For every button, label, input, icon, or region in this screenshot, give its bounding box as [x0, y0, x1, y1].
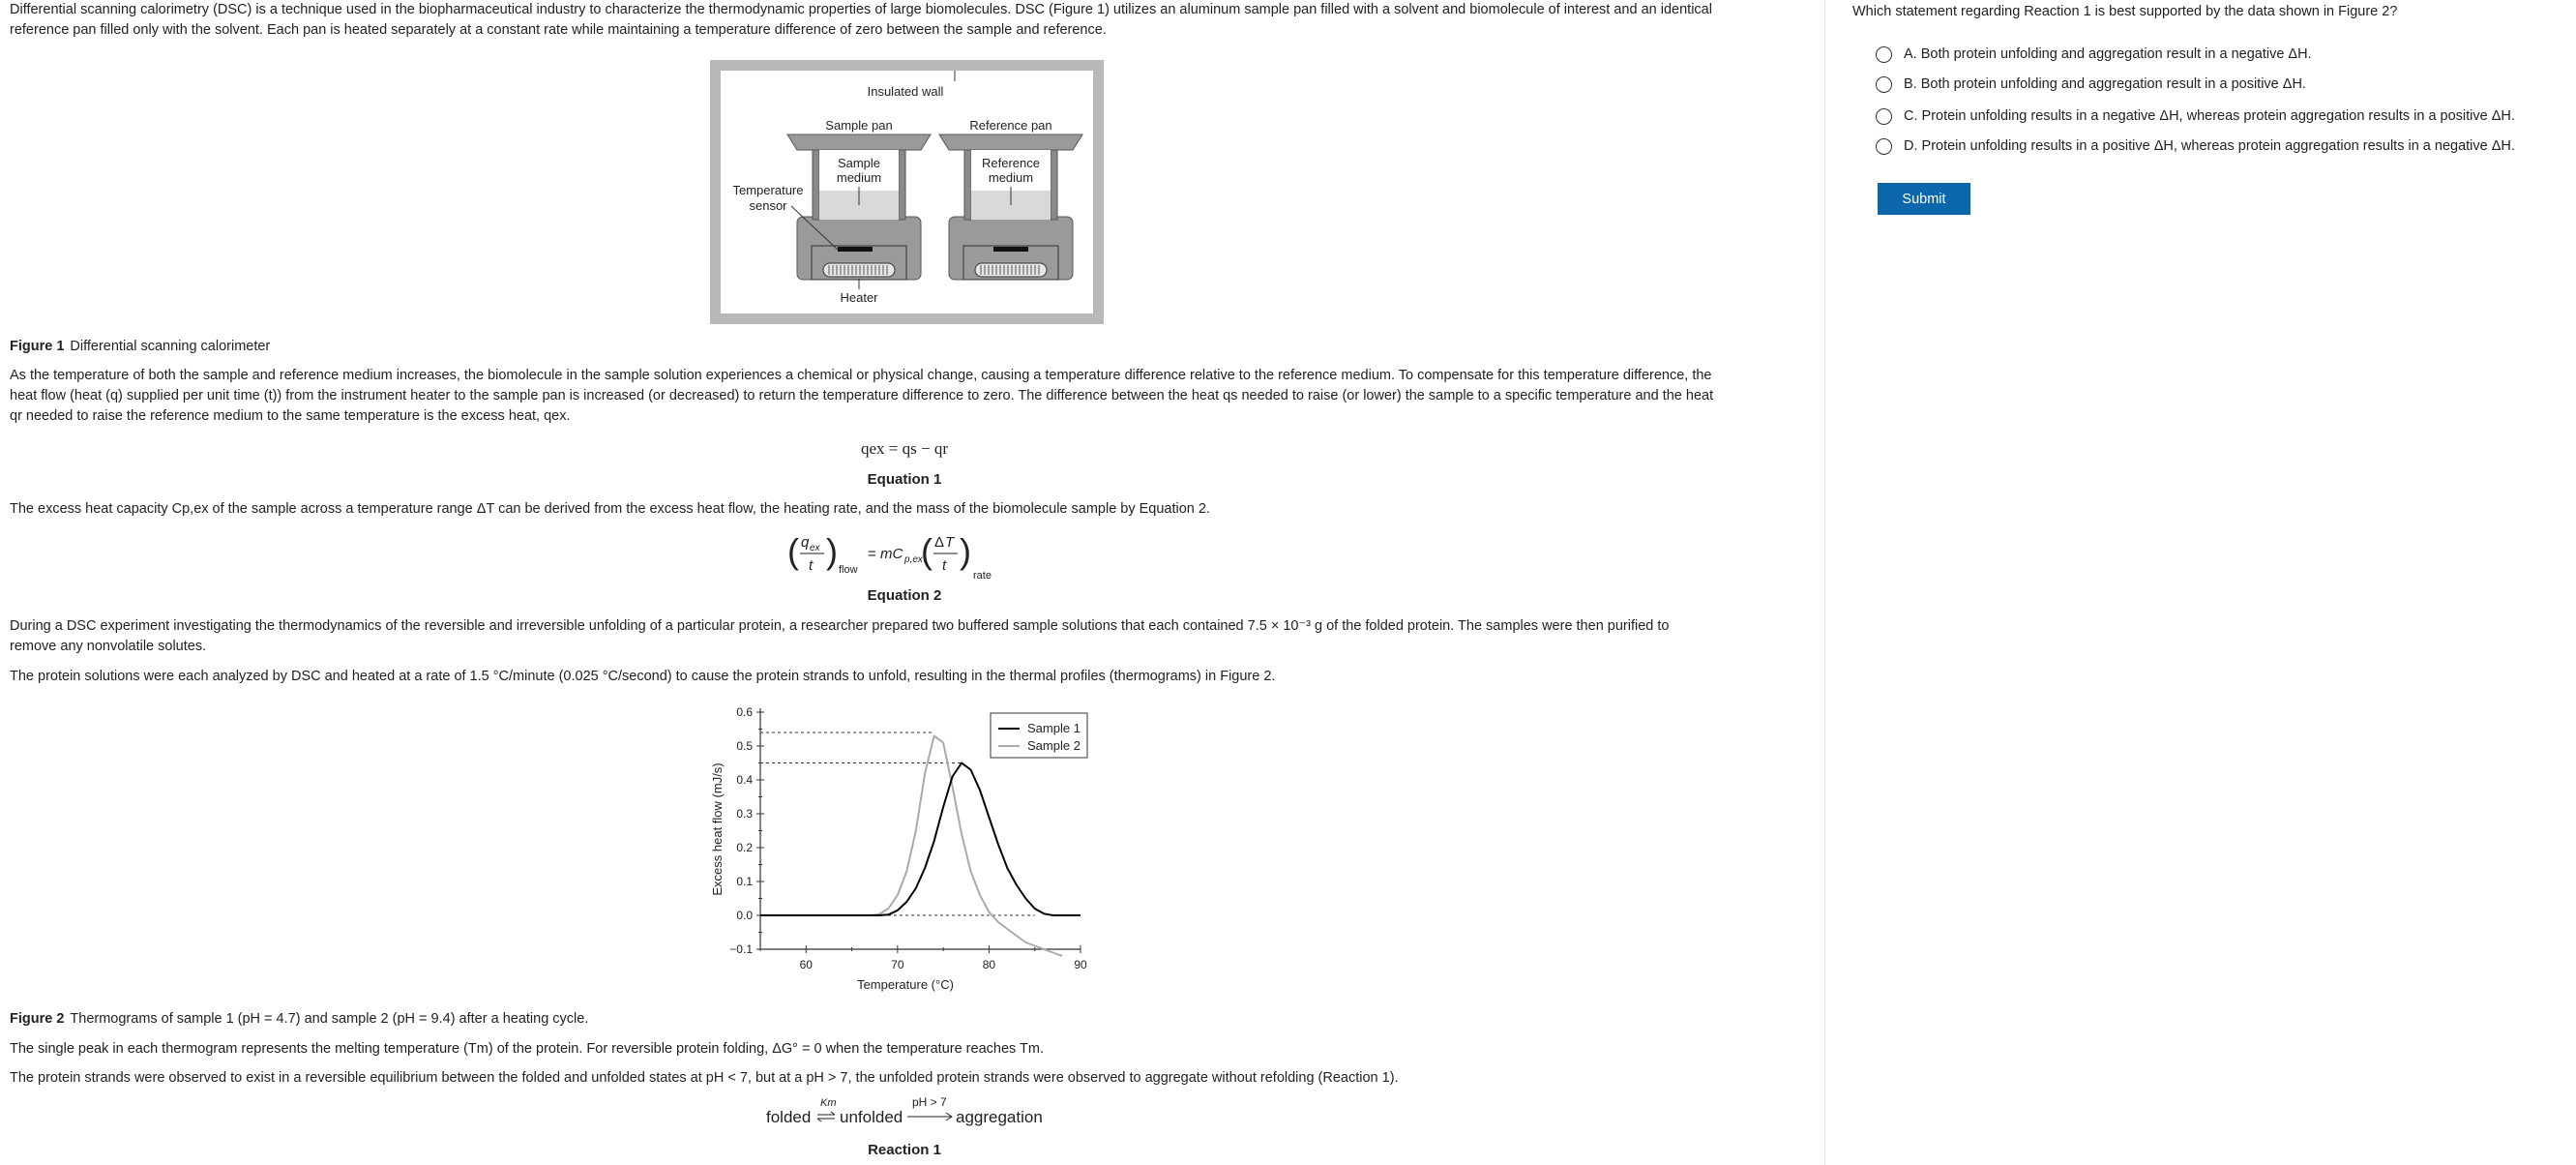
option-a[interactable] — [1876, 44, 2312, 65]
para5: The protein solutions were each analyzed by DSC and heated at a rate of 1.5 °C/minute (0.025 °C/second) to cause the protein strands to unfold, resulting in the thermal profiles (thermograms) in Figure 2. — [10, 669, 1276, 684]
para2-line-1: As the temperature of both the sample and reference medium increases, the biomolecule in the sample solution experiences a chemical or physical change, causing a temperature difference relative to the reference medium. To compensate for this temperature difference, the — [10, 368, 1712, 383]
option-c[interactable] — [1876, 105, 2515, 127]
svg-text:t: t — [809, 557, 814, 574]
equation-2-label: Equation 2 — [867, 587, 942, 604]
radio-a[interactable] — [1876, 46, 1892, 63]
figure-2-chart — [702, 699, 1109, 999]
figure-1-caption — [10, 339, 270, 354]
svg-text:T: T — [945, 534, 955, 551]
intro-line-1: Differential scanning calorimetry (DSC) is a technique used in the biopharmaceutical industry to characterize the thermodynamic properties of large biomolecules. DSC (Figure 1) utilizes an aluminum sample pan filled with a solvent and biomolecule of interest and an identical — [10, 2, 1712, 17]
x-axis-label: Temperature (°C) — [857, 977, 954, 992]
radio-d[interactable] — [1876, 138, 1892, 155]
svg-text:ex: ex — [810, 543, 820, 553]
para6: The single peak in each thermogram represents the melting temperature (Tm) of the protein. For reversible protein folding, ΔG° = 0 when the temperature reaches Tm. — [10, 1041, 1044, 1057]
option-c-text: C. Protein unfolding results in a negative ΔH, whereas protein aggregation results in a positive ΔH. — [1904, 108, 2515, 124]
label-sample-medium-1: Sample — [837, 156, 881, 170]
svg-text:(: ( — [787, 531, 799, 571]
svg-text:t: t — [942, 557, 947, 574]
y-tick-label: 0.2 — [736, 841, 753, 854]
option-b[interactable] — [1876, 74, 2306, 95]
para4-line-1: During a DSC experiment investigating the thermodynamics of the reversible and irreversible unfolding of a particular protein, a researcher prepared two buffered sample solutions that each contained 7.5 × 10⁻³ g of the folded protein. The samples were then purified to — [10, 618, 1670, 634]
figure-2-caption-text: Thermograms of sample 1 (pH = 4.7) and sample 2 (pH = 9.4) after a heating cycle. — [70, 1011, 589, 1027]
svg-text:): ) — [960, 531, 971, 571]
y-tick-label: −0.1 — [729, 942, 753, 956]
label-reference-pan: Reference pan — [969, 118, 1052, 133]
para3: The excess heat capacity Cp,ex of the sample across a temperature range ΔT can be derived from the excess heat flow, the heating rate, and the mass of the biomolecule sample by Equation 2. — [10, 501, 1210, 517]
equation-1-label: Equation 1 — [867, 471, 942, 488]
equation-2 — [784, 524, 1035, 584]
svg-text:Δ: Δ — [934, 534, 945, 551]
x-tick-label: 70 — [891, 958, 904, 971]
para4-line-2: remove any nonvolatile solutes. — [10, 639, 207, 654]
svg-text:=: = — [868, 546, 876, 562]
label-insulated-wall: Insulated wall — [867, 84, 944, 99]
reaction-k-label: Km — [820, 1097, 837, 1109]
reaction-aggregation: aggregation — [956, 1108, 1043, 1126]
figure-1-caption-text: Differential scanning calorimeter — [70, 339, 271, 354]
y-tick-label: 0.6 — [736, 705, 753, 719]
reaction-ph-label: pH > 7 — [912, 1095, 947, 1109]
svg-text:q: q — [801, 534, 810, 551]
svg-text:): ) — [826, 531, 838, 571]
svg-text:mC: mC — [880, 546, 903, 562]
submit-button[interactable]: Submit — [1878, 183, 1970, 215]
y-tick-label: 0.3 — [736, 807, 753, 821]
reaction-1-label: Reaction 1 — [868, 1142, 941, 1158]
reaction-unfolded: unfolded — [840, 1108, 903, 1126]
reaction-1 — [762, 1093, 1072, 1132]
label-heater: Heater — [840, 290, 878, 305]
radio-c[interactable] — [1876, 108, 1892, 125]
label-reference-medium-2: medium — [988, 170, 1034, 185]
para2-line-3: qr needed to raise the reference medium to the same temperature is the excess heat, qex. — [10, 408, 571, 424]
para2-line-2: heat flow (heat (q) supplied per unit time (t)) from the instrument heater to the sample pan is increased (or decreased) to return the temperature difference to zero. The difference between the heat qs needed to raise (or lower) the sample to a specific temperature and the heat — [10, 388, 1714, 403]
svg-text:rate: rate — [973, 570, 992, 582]
svg-text:flow: flow — [839, 564, 858, 576]
series-line-sample-2 — [760, 736, 1062, 957]
label-temperature-sensor-2: sensor — [749, 198, 787, 213]
x-tick-label: 90 — [1074, 958, 1087, 971]
radio-b[interactable] — [1876, 76, 1892, 93]
question-prompt: Which statement regarding Reaction 1 is best supported by the data shown in Figure 2? — [1852, 4, 2398, 19]
intro-line-2: reference pan filled only with the solvent. Each pan is heated separately at a constant rate while maintaining a temperature difference of zero between the sample and reference. — [10, 22, 1107, 38]
legend-sample-2: Sample 2 — [1027, 738, 1081, 753]
figure-2-label: Figure 2 — [10, 1011, 65, 1027]
reaction-folded: folded — [766, 1108, 812, 1126]
para7: The protein strands were observed to exist in a reversible equilibrium between the folded and unfolded states at pH < 7, but at a pH > 7, the unfolded protein strands were observed to aggregate without refolding (Reaction 1). — [10, 1070, 1399, 1086]
figure-1-label: Figure 1 — [10, 339, 65, 354]
y-tick-label: 0.4 — [736, 773, 753, 787]
y-axis-label: Excess heat flow (mJ/s) — [710, 762, 725, 896]
svg-text:p,ex: p,ex — [904, 554, 923, 565]
y-tick-label: 0.5 — [736, 739, 753, 753]
equation-1: qex = qs − qr — [861, 439, 948, 458]
label-sample-pan: Sample pan — [825, 118, 893, 133]
figure-2-caption — [10, 1011, 588, 1027]
x-tick-label: 80 — [982, 958, 996, 971]
legend-sample-1: Sample 1 — [1027, 721, 1081, 735]
y-tick-label: 0.1 — [736, 875, 753, 888]
y-tick-label: 0.0 — [736, 909, 753, 922]
option-d-text: D. Protein unfolding results in a positive ΔH, whereas protein aggregation results in a negative ΔH. — [1904, 138, 2515, 154]
question-panel — [1824, 0, 2576, 1165]
label-temperature-sensor-1: Temperature — [732, 183, 804, 197]
x-tick-label: 60 — [799, 958, 813, 971]
option-d[interactable] — [1876, 135, 2515, 157]
svg-text:(: ( — [921, 531, 933, 571]
option-b-text: B. Both protein unfolding and aggregation result in a positive ΔH. — [1904, 76, 2306, 92]
label-reference-medium-1: Reference — [982, 156, 1040, 170]
series-line-sample-1 — [760, 763, 1081, 916]
label-sample-medium-2: medium — [836, 170, 882, 185]
figure-1-diagram — [710, 60, 1104, 324]
option-a-text: A. Both protein unfolding and aggregation result in a negative ΔH. — [1904, 46, 2312, 62]
